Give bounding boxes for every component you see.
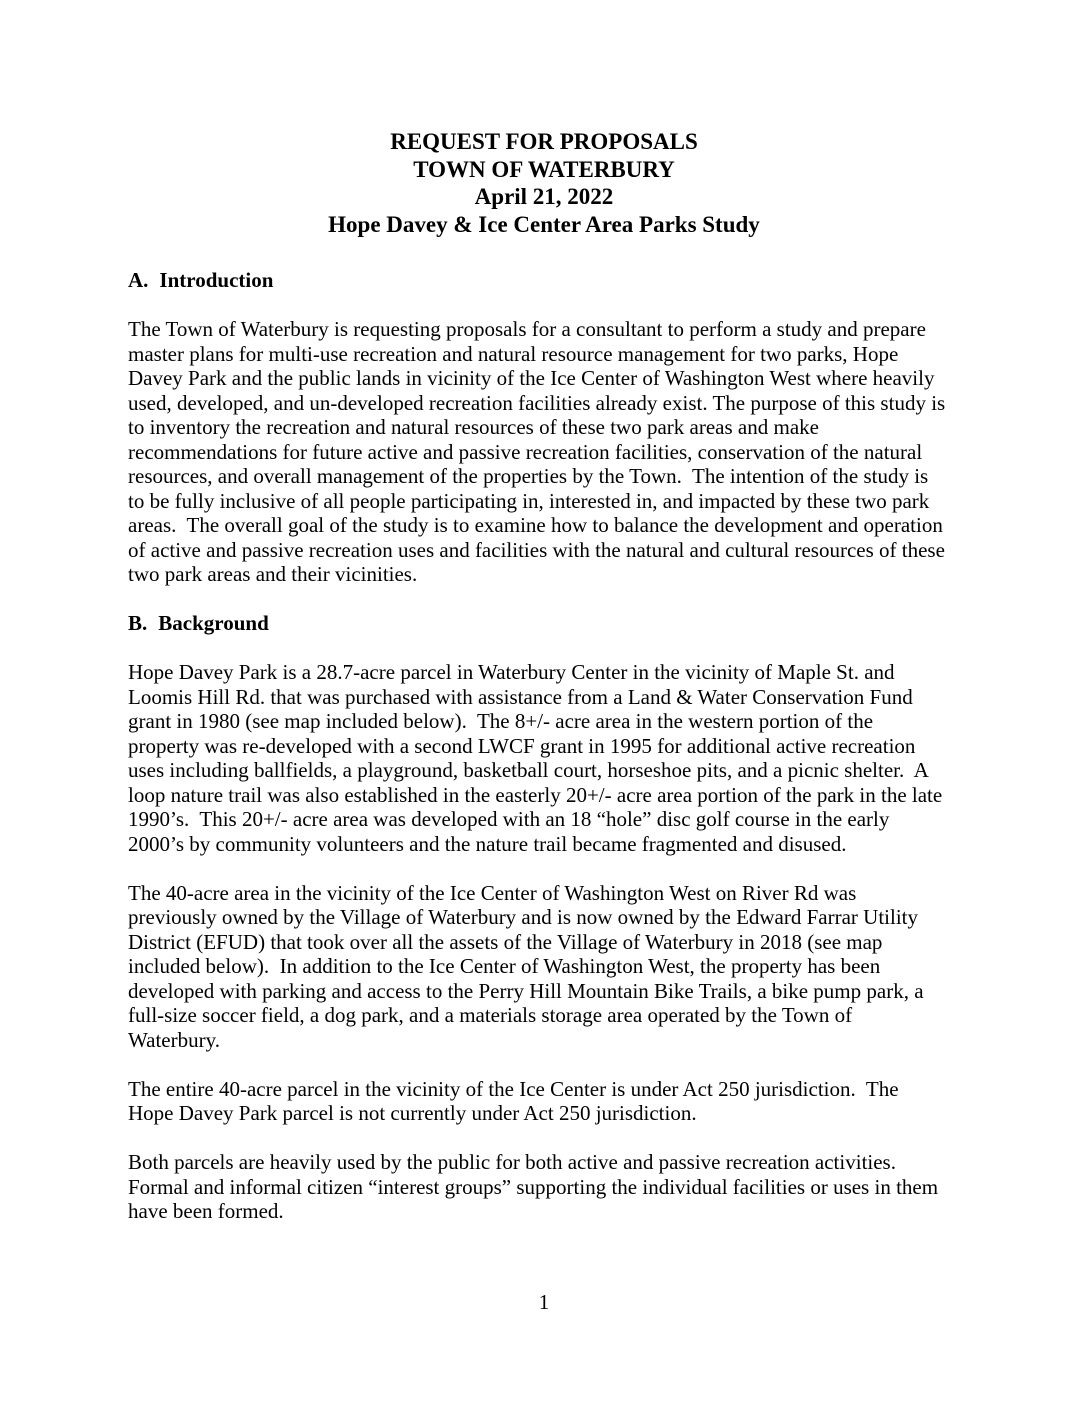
text-line: The entire 40-acre parcel in the vicinity of the Ice Center is under Act 250 jurisdiction. The [128,1076,899,1101]
heading-label: A. [128,268,149,292]
text-line: District (EFUD) that took over all the assets of the Village of Waterbury in 2018 (see map [128,929,883,954]
text-line: of active and passive recreation uses and facilities with the natural and cultural resources of these [128,537,945,562]
title-line: April 21, 2022 [474,184,614,209]
text-line: property was re-developed with a second LWCF grant in 1995 for additional active recreation [128,733,916,758]
text-line: master plans for multi-use recreation and natural resource management for two parks, Hope [128,341,899,366]
paragraph [128,881,960,1053]
document-title [128,128,960,238]
text-line: previously owned by the Village of Waterbury and is now owned by the Edward Farrar Utility [128,905,919,929]
title-line: Hope Davey & Ice Center Area Parks Study [328,211,760,237]
heading-title: Introduction [159,268,274,292]
heading-title: Background [158,611,269,635]
text-line: areas. The overall goal of the study is to examine how to balance the development and operation [128,513,943,537]
text-line: included below). In addition to the Ice Center of Washington West, the property has been [128,954,881,978]
paragraph [128,317,960,587]
section-heading [128,611,960,636]
section-heading [128,268,960,293]
text-line: recommendations for future active and passive recreation facilities, conservation of the natural [128,439,923,464]
text-line: loop nature trail was also established in the easterly 20+/- acre area portion of the park in the late [128,782,943,807]
text-line: full-size soccer field, a dog park, and a materials storage area operated by the Town of [128,1003,853,1027]
paragraph [128,1150,960,1224]
heading-label: B. [128,611,148,635]
paragraph [128,1077,960,1126]
text-line: to inventory the recreation and natural resources of these two park areas and make [128,415,819,439]
text-line: The Town of Waterbury is requesting proposals for a consultant to perform a study and prepare [128,317,926,341]
text-line: Loomis Hill Rd. that was purchased with assistance from a Land & Water Conservation Fund [128,684,913,709]
text-line: grant in 1980 (see map included below). The 8+/- acre area in the western portion of the [128,709,874,733]
text-line: Formal and informal citizen “interest groups” supporting the individual facilities or uses in them [128,1174,939,1199]
text-line: Hope Davey Park parcel is not currently under Act 250 jurisdiction. [128,1101,697,1125]
text-line: Davey Park and the public lands in vicinity of the Ice Center of Washington West where heavily [128,366,935,390]
text-line: have been formed. [128,1199,284,1223]
text-line: Both parcels are heavily used by the public for both active and passive recreation activities. [128,1150,896,1174]
text-line: Waterbury. [128,1027,220,1052]
text-line: The 40-acre area in the vicinity of the Ice Center of Washington West on River Rd was [128,880,857,905]
text-line: uses including ballfields, a playground, basketball court, horseshoe pits, and a picnic shelter. A [128,758,929,782]
title-line: REQUEST FOR PROPOSALS [390,129,698,154]
text-line: used, developed, and un-developed recreation facilities already exist. The purpose of this study is [128,390,946,415]
text-line: resources, and overall management of the properties by the Town. The intention of the study is [128,464,929,488]
text-line: 2000’s by community volunteers and the nature trail became fragmented and disused. [128,831,847,856]
document-body [128,268,960,1224]
title-line: TOWN OF WATERBURY [413,156,675,182]
text-line: Hope Davey Park is a 28.7-acre parcel in Waterbury Center in the vicinity of Maple St. and [128,660,895,684]
text-line: two park areas and their vicinities. [128,562,418,586]
text-line: developed with parking and access to the Perry Hill Mountain Bike Trails, a bike pump park, a [128,978,924,1003]
text-line: 1990’s. This 20+/- acre area was developed with an 18 “hole” disc golf course in the early [128,807,890,831]
paragraph [128,660,960,856]
page-number: 1 [538,1290,550,1314]
text-line: to be fully inclusive of all people participating in, interested in, and impacted by these two park [128,488,930,513]
